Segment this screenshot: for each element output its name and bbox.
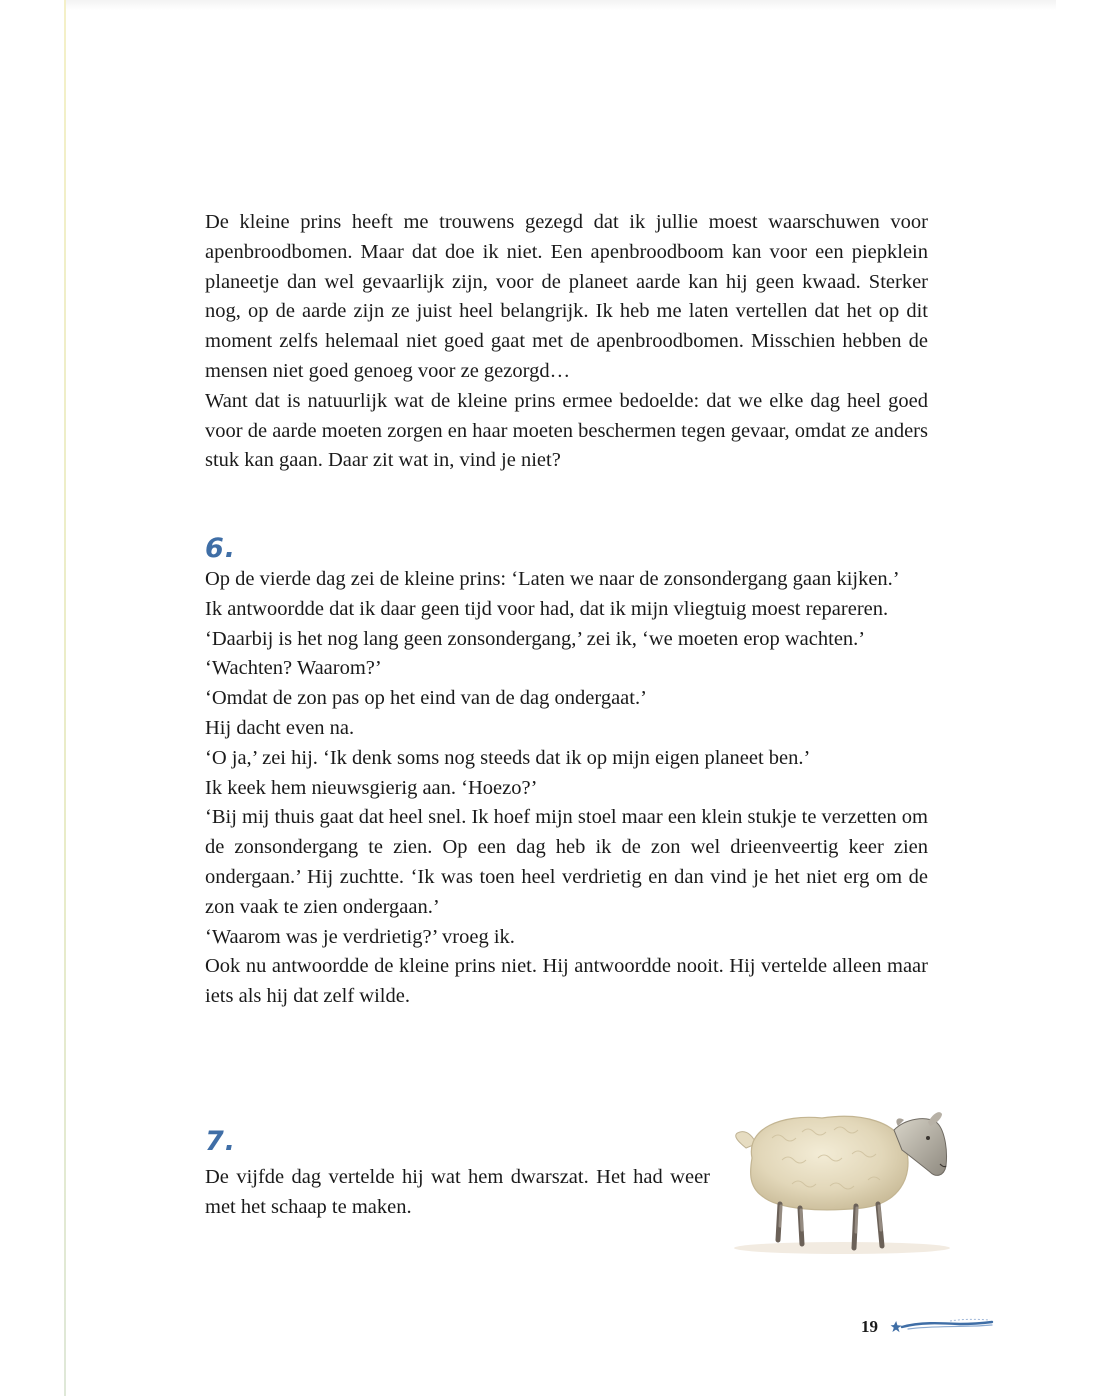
paragraph: De vijfde dag vertelde hij wat hem dwarszat. Het had weer met het schaap te maken. [205, 1166, 710, 1218]
paragraph: Ik keek hem nieuwsgierig aan. ‘Hoezo?’ [205, 776, 538, 799]
paragraph: ‘Daarbij is het nog lang geen zonsondergang,’ zei ik, ‘we moeten erop wachten.’ [205, 627, 866, 650]
paragraph: ‘Wachten? Waarom?’ [205, 657, 382, 680]
paragraph: Want dat is natuurlijk wat de kleine prins ermee bedoelde: dat we elke dag heel goed voor de aarde moeten zorgen en haar moeten beschermen tegen gevaar, omdat ze anders stuk kan gaan. Daar zit wat in, vind je niet? [205, 389, 928, 472]
paragraph: ‘O ja,’ zei hij. ‘Ik denk soms nog steeds dat ik op mijn eigen planeet ben.’ [205, 746, 811, 769]
sheep-illustration [722, 1108, 958, 1260]
paragraph: Ik antwoordde dat ik daar geen tijd voor had, dat ik mijn vliegtuig moest repareren. [205, 597, 889, 620]
paragraph: ‘Bij mij thuis gaat dat heel snel. Ik hoef mijn stoel maar een klein stukje te verzetten om de zonsondergang te zien. Op een dag heb ik de zon wel drieenveertig keer zien ondergaan.’ Hij zuchtte. ‘Ik was toen heel verdrietig en dan vind je het niet erg om de zon vaak te zien ondergaan.’ [205, 806, 928, 918]
paragraph: De kleine prins heeft me trouwens gezegd dat ik jullie moest waarschuwen voor apenbroodbomen. Maar dat doe ik niet. Een apenbroodboom kan voor een piepklein planeetje dan wel gevaarlijk zijn, voor de planeet aarde kan hij geen kwaad. Sterker nog, op de aarde zijn ze juist heel belangrijk. Ik heb me laten vertellen dat het op dit moment zelfs helemaal niet goed gaat met de apenbroodbomen. Misschien hebben de mensen niet goed genoeg voor ze gezorgd… [205, 211, 928, 382]
intro-text [205, 208, 928, 476]
paragraph: Op de vierde dag zei de kleine prins: ‘Laten we naar de zonsondergang gaan kijken.’ [205, 568, 900, 590]
section-heading-6: 6. [205, 533, 237, 564]
page-number: 19 [861, 1317, 878, 1336]
section-6-text [205, 565, 928, 1012]
paragraph: ‘Waarom was je verdrietig?’ vroeg ik. [205, 925, 515, 948]
paragraph: Ook nu antwoordde de kleine prins niet. Hij antwoordde nooit. Hij vertelde alleen maar iets als hij dat zelf wilde. [205, 955, 928, 1008]
page-top-edge [66, 0, 1056, 10]
section-7-text [205, 1163, 710, 1223]
paragraph: Hij dacht even na. [205, 716, 355, 739]
paragraph: ‘Omdat de zon pas op het eind van de dag ondergaat.’ [205, 687, 647, 710]
page-spine-edge [64, 0, 66, 1396]
section-heading-7: 7. [205, 1126, 237, 1157]
page-ornament-icon [890, 1314, 994, 1336]
